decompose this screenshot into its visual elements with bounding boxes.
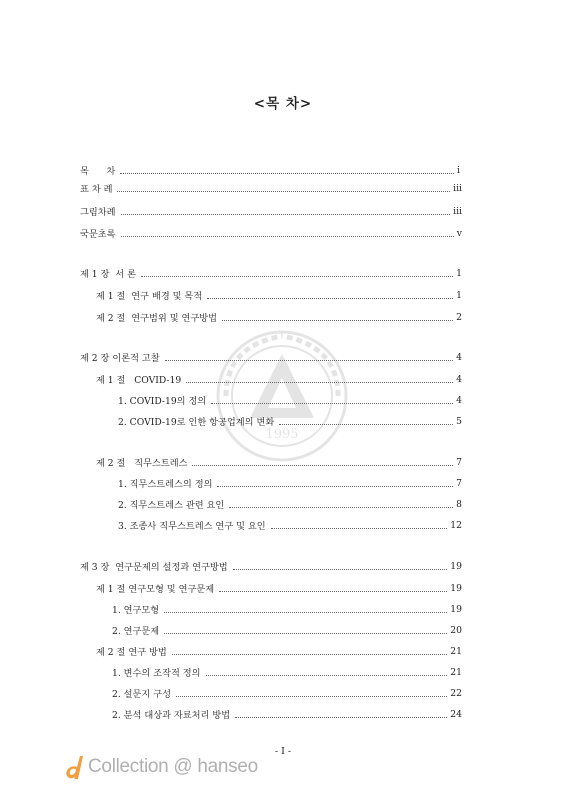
toc-entry-page: 2 (456, 311, 462, 323)
toc-entry-label: 목 차 (80, 166, 116, 177)
toc-entry[interactable] (118, 393, 462, 407)
toc-entry-page: 4 (456, 394, 462, 406)
toc-entry[interactable] (96, 310, 462, 324)
toc-entry-page: 19 (450, 560, 462, 572)
toc-entry-page: 4 (456, 373, 462, 385)
toc-entry[interactable] (112, 602, 462, 616)
leader-dots (120, 172, 454, 174)
toc-entry-label: 2. COVID-19로 인한 항공업계의 변화 (118, 417, 275, 428)
leader-dots (206, 674, 448, 676)
toc-entry-label: 제 1 절 연구모형 및 연구문제 (96, 584, 215, 595)
dcollection-logo-icon (64, 754, 86, 780)
toc-entry-label: 3. 조종사 직무스트레스 연구 및 요인 (118, 521, 266, 532)
dcollection-watermark (64, 752, 258, 782)
toc-entry-page: 20 (450, 624, 462, 636)
toc-entry-label: 2. 직무스트레스 관련 요인 (118, 500, 225, 511)
toc-entry[interactable] (80, 204, 462, 218)
leader-dots (141, 275, 453, 277)
toc-entry-label: 1. 변수의 조작적 정의 (112, 668, 201, 679)
leader-dots (121, 235, 454, 237)
toc-entry-label: 제 2 절 연구 방법 (96, 647, 167, 658)
toc-entry[interactable] (80, 266, 462, 280)
toc-entry[interactable] (118, 414, 462, 428)
toc-entry[interactable] (112, 707, 462, 721)
toc-entry[interactable] (118, 476, 462, 490)
leader-dots (271, 527, 448, 529)
toc-entry-page: 7 (456, 477, 462, 489)
toc-entry[interactable] (112, 686, 462, 700)
toc-entry-page: 21 (450, 666, 462, 678)
toc-entry-page: 22 (450, 687, 462, 699)
toc-entry-label: 제 2 장 이론적 고찰 (80, 353, 160, 364)
toc-title: <목 차> (253, 96, 313, 112)
toc-entry-label: 1. 연구모형 (112, 605, 160, 616)
toc-entry-page: 1 (456, 267, 462, 279)
toc-entry-label: 국문초록 (80, 229, 116, 240)
toc-entry-label: 1. 직무스트레스의 정의 (118, 479, 213, 490)
leader-dots (192, 464, 453, 466)
svg-text:1995: 1995 (265, 427, 299, 442)
toc-entry-label: 1. COVID-19의 정의 (118, 396, 207, 407)
leader-dots (235, 716, 447, 718)
toc-entry-page: iii (453, 182, 462, 194)
toc-entry-label: 2. 설문지 구성 (112, 689, 171, 700)
toc-entry-page: 4 (456, 351, 462, 363)
leader-dots (219, 590, 447, 592)
toc-entry-label: 제 3 장 연구문제의 설정과 연구방법 (80, 562, 228, 573)
leader-dots (164, 611, 447, 613)
toc-entry[interactable] (118, 497, 462, 511)
toc-entry-page: iii (453, 205, 462, 217)
leader-dots (207, 297, 453, 299)
toc-entry-page: v (456, 227, 462, 239)
toc-entry[interactable] (80, 350, 462, 364)
toc-entry-page: 12 (450, 519, 462, 531)
leader-dots (164, 632, 447, 634)
toc-entry-label: 2. 분석 대상과 자료처리 방법 (112, 710, 231, 721)
toc-entry-page: 1 (456, 289, 462, 301)
toc-entry[interactable] (96, 288, 462, 302)
leader-dots (121, 213, 451, 215)
toc-entry-page: 19 (450, 603, 462, 615)
leader-dots (233, 568, 448, 570)
leader-dots (217, 485, 453, 487)
toc-entry[interactable] (118, 518, 462, 532)
toc-entry[interactable] (96, 581, 462, 595)
toc-entry[interactable] (80, 559, 462, 573)
toc-entry[interactable] (80, 181, 462, 195)
toc-entry-page: 5 (456, 415, 462, 427)
toc-entry[interactable] (80, 163, 460, 177)
watermark-text: Collection @ hanseo (88, 756, 258, 777)
toc-entry-page: 24 (450, 708, 462, 720)
toc-entry[interactable] (80, 226, 462, 240)
leader-dots (165, 359, 453, 361)
page-number: - I - (274, 746, 292, 757)
toc-entry-page: 8 (456, 498, 462, 510)
toc-entry-label: 제 2 절 연구범위 및 연구방법 (96, 313, 217, 324)
leader-dots (117, 190, 450, 192)
leader-dots (186, 381, 453, 383)
leader-dots (176, 695, 447, 697)
toc-entry-label: 2. 연구문제 (112, 626, 160, 637)
toc-entry-page: i (457, 164, 460, 176)
leader-dots (279, 423, 453, 425)
toc-entry[interactable] (96, 372, 462, 386)
toc-entry-label: 표 차 례 (80, 184, 113, 195)
toc-entry-label: 제 1 장 서 론 (80, 269, 136, 280)
toc-entry-label: 그림차례 (80, 207, 116, 218)
toc-entry-label: 제 1 절 COVID-19 (96, 375, 182, 386)
toc-entry[interactable] (112, 665, 462, 679)
leader-dots (229, 506, 453, 508)
leader-dots (222, 319, 453, 321)
toc-entry[interactable] (112, 623, 462, 637)
toc-entry-page: 19 (450, 582, 462, 594)
toc-entry-page: 7 (456, 456, 462, 468)
leader-dots (172, 653, 448, 655)
toc-entry[interactable] (96, 644, 462, 658)
leader-dots (211, 402, 453, 404)
toc-entry-label: 제 2 절 직무스트레스 (96, 458, 188, 469)
toc-entry[interactable] (96, 455, 462, 469)
toc-entry-page: 21 (450, 645, 462, 657)
toc-entry-label: 제 1 절 연구 배경 및 목적 (96, 291, 203, 302)
